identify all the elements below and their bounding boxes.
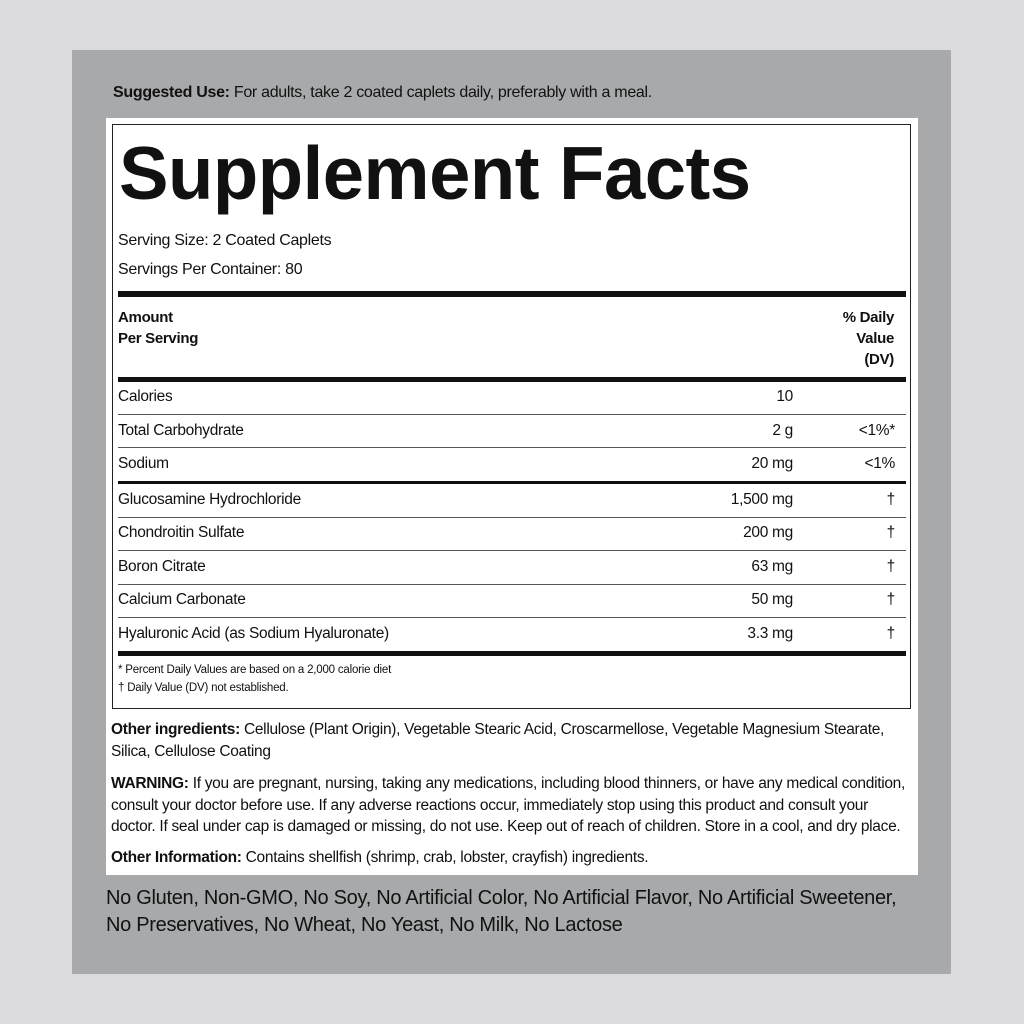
suggested-use-label: Suggested Use: [113,84,230,101]
nutrient-name: Sodium [118,455,169,472]
suggested-use-text: For adults, take 2 coated caplets daily, preferably with a meal. [229,84,652,101]
warning-text: If you are pregnant, nursing, taking any medications, including blood thinners, or have any medical condition, consult your doctor before use. If any adverse reactions occur, immediately stop using this product and consult your doctor. If seal under cap is damaged or missing, do not use. Keep out of reach of children. Store in a cool, and dry place. [111,775,906,835]
nutrient-amount: 1,500 mg [730,491,793,508]
nutrient-amount: 200 mg [743,524,793,541]
other-ingredients [111,719,911,762]
supplement-facts-title: Supplement Facts [119,131,751,215]
nutrient-name: Boron Citrate [118,558,206,575]
other-information-label: Other Information: [111,849,242,866]
nutrient-amount: 3.3 mg [747,625,793,642]
nutrient-row [118,484,906,517]
nutrient-name: Chondroitin Sulfate [118,524,245,541]
servings-per-container: Servings Per Container: 80 [118,261,303,278]
nutrient-row [118,584,906,617]
amount-per-serving-header [118,307,198,349]
serving-size: Serving Size: 2 Coated Caplets [118,232,332,249]
nutrient-dv: † [886,591,895,608]
other-information [111,847,911,869]
nutrient-dv: † [886,625,895,642]
nutrient-name: Calcium Carbonate [118,591,246,608]
warning [111,773,911,838]
nutrient-name: Hyaluronic Acid (as Sodium Hyaluronate) [118,625,389,642]
nutrient-dv: † [886,524,895,541]
nutrient-dv: <1%* [858,422,895,439]
supplement-facts-panel [112,124,911,709]
dv-header-line1: % Daily [842,309,894,326]
nutrient-amount: 63 mg [751,558,793,575]
nutrient-row [118,381,906,414]
nutrient-row [118,517,906,550]
suggested-use [113,82,903,104]
nutrient-amount: 50 mg [751,591,793,608]
amount-header-line2: Per Serving [118,330,199,347]
nutrient-amount: 10 [776,388,793,405]
other-ingredients-text: Cellulose (Plant Origin), Vegetable Stearic Acid, Croscarmellose, Vegetable Magnesium Stearate, Silica, Cellulose Coating [111,721,885,760]
amount-header-line1: Amount [118,309,173,326]
thick-divider [118,651,906,656]
nutrient-row [118,618,906,651]
daily-value-header [843,307,894,370]
other-ingredients-label: Other ingredients: [111,721,240,738]
nutrient-name: Calories [118,388,173,405]
nutrient-amount: 20 mg [751,455,793,472]
nutrient-row [118,448,906,481]
other-information-text: Contains shellfish (shrimp, crab, lobster, crayfish) ingredients. [241,849,649,866]
footnote-percent-dv: * Percent Daily Values are based on a 2,000 calorie diet [118,664,392,676]
nutrient-dv: <1% [864,455,895,472]
thick-divider [118,291,906,297]
nutrient-row [118,415,906,448]
nutrient-name: Glucosamine Hydrochloride [118,491,301,508]
nutrient-name: Total Carbohydrate [118,422,244,439]
nutrient-dv: † [886,558,895,575]
warning-label: WARNING: [111,775,189,792]
dv-header-line2: Value [856,330,894,347]
nutrient-dv: † [886,491,895,508]
nutrient-row [118,551,906,584]
dv-header-line3: (DV) [864,351,894,368]
free-from-statement: No Gluten, Non-GMO, No Soy, No Artificial Color, No Artificial Flavor, No Artificial Sweetener, No Preservatives, No Wheat, No Yeast, No Milk, No Lactose [106,887,897,936]
footnote-dv-not-established: † Daily Value (DV) not established. [118,682,289,694]
nutrient-amount: 2 g [772,422,793,439]
